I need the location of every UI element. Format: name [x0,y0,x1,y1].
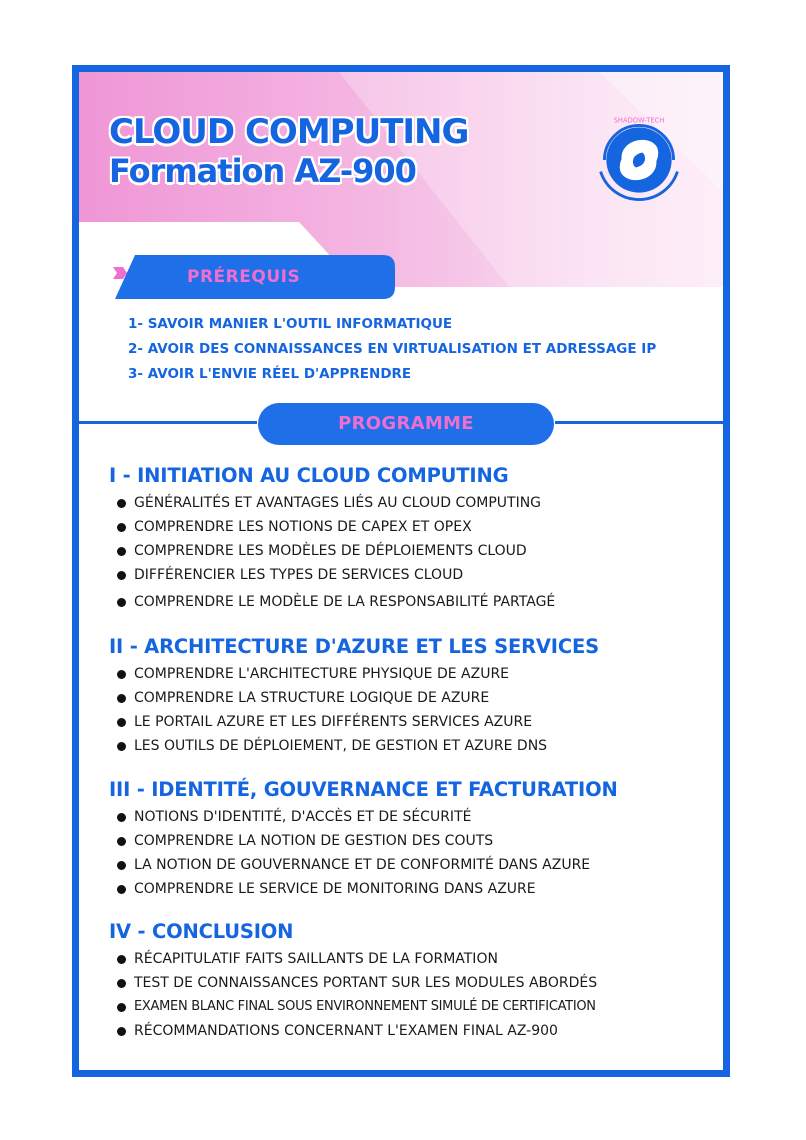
bullet-icon [117,837,126,846]
list-item: LES OUTILS DE DÉPLOIEMENT, DE GESTION ET AZURE DNS [117,734,599,758]
section-3 [109,778,618,901]
svg-text:SHADOW-TECH: SHADOW-TECH [613,116,665,125]
prerequis-label: PRÉREQUIS [187,267,301,287]
prerequis-item: 1- SAVOIR MANIER L'OUTIL INFORMATIQUE [128,316,453,332]
list-item: NOTIONS D'IDENTITÉ, D'ACCÈS ET DE SÉCURITÉ [117,805,618,829]
section-title: III - IDENTITÉ, GOUVERNANCE ET FACTURATION [109,778,618,801]
bullet-icon [117,1027,126,1036]
prerequis-item: 3- AVOIR L'ENVIE RÉEL D'APPRENDRE [128,366,412,382]
bullet-icon [117,523,126,532]
brand-logo-icon [591,112,687,208]
section-title: I - INITIATION AU CLOUD COMPUTING [109,464,509,487]
bullet-icon [117,861,126,870]
bullet-icon [117,885,126,894]
programme-label: PROGRAMME [258,403,554,445]
bullet-icon [117,1003,126,1012]
list-item: COMPRENDRE LES NOTIONS DE CAPEX ET OPEX [117,515,555,539]
bullet-icon [117,718,126,727]
list-item: GÉNÉRALITÉS ET AVANTAGES LIÉS AU CLOUD COMPUTING [117,491,555,515]
bullet-icon [117,979,126,988]
divider-left [79,421,257,424]
list-item: LE PORTAIL AZURE ET LES DIFFÉRENTS SERVICES AZURE [117,710,599,734]
section-2 [109,635,599,758]
list-item: EXAMEN BLANC FINAL SOUS ENVIRONNEMENT SIMULÉ DE CERTIFICATION [117,995,597,1019]
bullet-icon [117,598,126,607]
title-line-2: Formation AZ-900 [109,152,416,190]
section-4 [109,920,597,1043]
list-item: COMPRENDRE LE MODÈLE DE LA RESPONSABILITÉ PARTAGÉ [117,590,555,614]
list-item: RÉCOMMANDATIONS CONCERNANT L'EXAMEN FINAL AZ-900 [117,1019,597,1043]
bullet-icon [117,547,126,556]
bullet-icon [117,742,126,751]
list-item: LA NOTION DE GOUVERNANCE ET DE CONFORMITÉ DANS AZURE [117,853,618,877]
bullet-icon [117,571,126,580]
bullet-icon [117,499,126,508]
list-item: COMPRENDRE LA STRUCTURE LOGIQUE DE AZURE [117,686,599,710]
list-item: COMPRENDRE LE SERVICE DE MONITORING DANS AZURE [117,877,618,901]
bullet-icon [117,670,126,679]
title-line-1: CLOUD COMPUTING [109,112,469,152]
divider-right [555,421,723,424]
list-item: TEST DE CONNAISSANCES PORTANT SUR LES MODULES ABORDÉS [117,971,597,995]
list-item: COMPRENDRE LES MODÈLES DE DÉPLOIEMENTS CLOUD [117,539,555,563]
prerequis-list [128,312,656,387]
list-item: COMPRENDRE L'ARCHITECTURE PHYSIQUE DE AZURE [117,662,599,686]
poster-frame [72,65,730,1077]
list-item: DIFFÉRENCIER LES TYPES DE SERVICES CLOUD [117,563,555,587]
bullet-icon [117,955,126,964]
list-item: RÉCAPITULATIF FAITS SAILLANTS DE LA FORMATION [117,947,597,971]
section-1 [109,464,555,614]
section-title: II - ARCHITECTURE D'AZURE ET LES SERVICES [109,635,599,658]
section-title: IV - CONCLUSION [109,920,294,943]
bullet-icon [117,813,126,822]
bullet-icon [117,694,126,703]
list-item: COMPRENDRE LA NOTION DE GESTION DES COUTS [117,829,618,853]
prerequis-item: 2- AVOIR DES CONNAISSANCES EN VIRTUALISATION ET ADRESSAGE IP [128,341,657,357]
